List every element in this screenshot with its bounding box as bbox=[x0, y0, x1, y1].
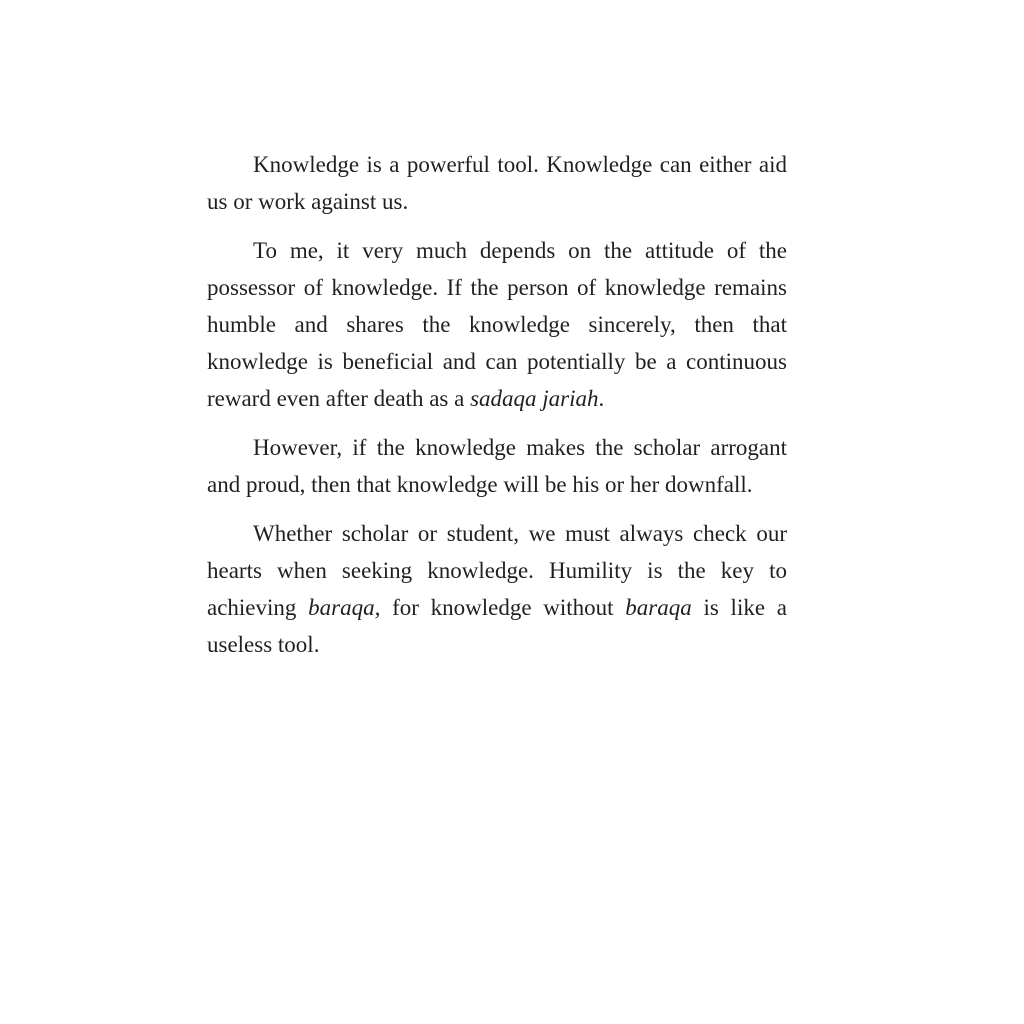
italic-term-baraqa-1: baraqa, bbox=[308, 595, 381, 620]
paragraph-2 bbox=[207, 232, 787, 417]
body-text bbox=[207, 146, 787, 675]
paragraph-4 bbox=[207, 515, 787, 663]
paragraph-1-text: Knowledge is a powerful tool. Knowledge can either aid us or work against us. bbox=[207, 152, 787, 214]
italic-term-sadaqa-jariah: sadaqa jariah bbox=[470, 386, 599, 411]
paragraph-4-text: Whether scholar or student, we must always check our hearts when seeking knowledge. Humility is the key to achieving bbox=[207, 521, 787, 620]
paragraph-4-end: is like a useless tool. bbox=[207, 595, 787, 657]
paragraph-2-end: . bbox=[598, 386, 605, 411]
paragraph-2-text: To me, it very much depends on the attitude of the possessor of knowledge. If the person of knowledge remains humble and shares the knowledge sincerely, then that knowledge is beneficial and can potentially be a continuous reward even after death as a bbox=[207, 238, 787, 411]
paragraph-1 bbox=[207, 146, 787, 220]
paragraph-3 bbox=[207, 429, 787, 503]
paragraph-4-middle: for knowledge without bbox=[380, 595, 626, 620]
paragraph-3-text: However, if the knowledge makes the scholar arrogant and proud, then that knowledge will be his or her downfall. bbox=[207, 435, 787, 497]
italic-term-baraqa-2: baraqa bbox=[625, 595, 692, 620]
